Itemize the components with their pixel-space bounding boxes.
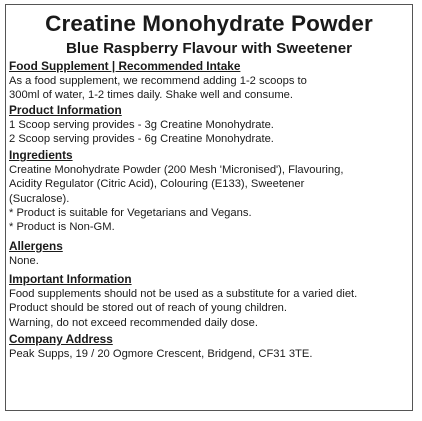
product-information-line: 1 Scoop serving provides - 3g Creatine Monohydrate.	[9, 118, 274, 131]
product-information-heading: Product Information	[9, 102, 122, 117]
ingredients-line: (Sucralose).	[9, 192, 70, 205]
important-information-line: Product should be stored out of reach of young children.	[9, 302, 287, 315]
food-supplement-line: As a food supplement, we recommend adding 1-2 scoops to	[9, 75, 307, 87]
ingredients-section	[9, 148, 410, 234]
label-sections	[9, 59, 410, 361]
allergens-section	[9, 239, 410, 268]
food-supplement-line: 300ml of water, 1-2 times daily. Shake well and consume.	[9, 89, 293, 102]
product-label	[5, 4, 413, 411]
important-information-section	[9, 272, 410, 330]
allergens-line: None.	[9, 254, 39, 267]
company-address-section	[9, 332, 410, 361]
product-information-section	[9, 103, 410, 147]
food-supplement-heading: Food Supplement | Recommended Intake	[9, 59, 241, 73]
important-information-line: Food supplements should not be used as a substitute for a varied diet.	[9, 287, 358, 300]
company-address-line: Peak Supps, 19 / 20 Ogmore Crescent, Bridgend, CF31 3TE.	[9, 347, 313, 360]
ingredients-line: Acidity Regulator (Citric Acid), Colouring (E133), Sweetener	[9, 178, 305, 191]
important-information-heading: Important Information	[9, 271, 132, 286]
ingredients-line: * Product is suitable for Vegetarians and Vegans.	[9, 207, 252, 220]
company-address-heading: Company Address	[9, 331, 113, 346]
ingredients-line: * Product is Non-GM.	[9, 221, 115, 234]
important-information-line: Warning, do not exceed recommended daily dose.	[9, 316, 258, 329]
allergens-heading: Allergens	[9, 238, 63, 253]
product-subtitle: Blue Raspberry Flavour with Sweetener	[65, 40, 353, 57]
food-supplement-section	[9, 59, 410, 103]
product-title: Creatine Monohydrate Powder	[45, 11, 373, 36]
product-information-line: 2 Scoop serving provides - 6g Creatine Monohydrate.	[9, 132, 274, 145]
ingredients-line: Creatine Monohydrate Powder (200 Mesh 'Micronised'), Flavouring,	[9, 164, 344, 177]
ingredients-heading: Ingredients	[9, 148, 73, 163]
